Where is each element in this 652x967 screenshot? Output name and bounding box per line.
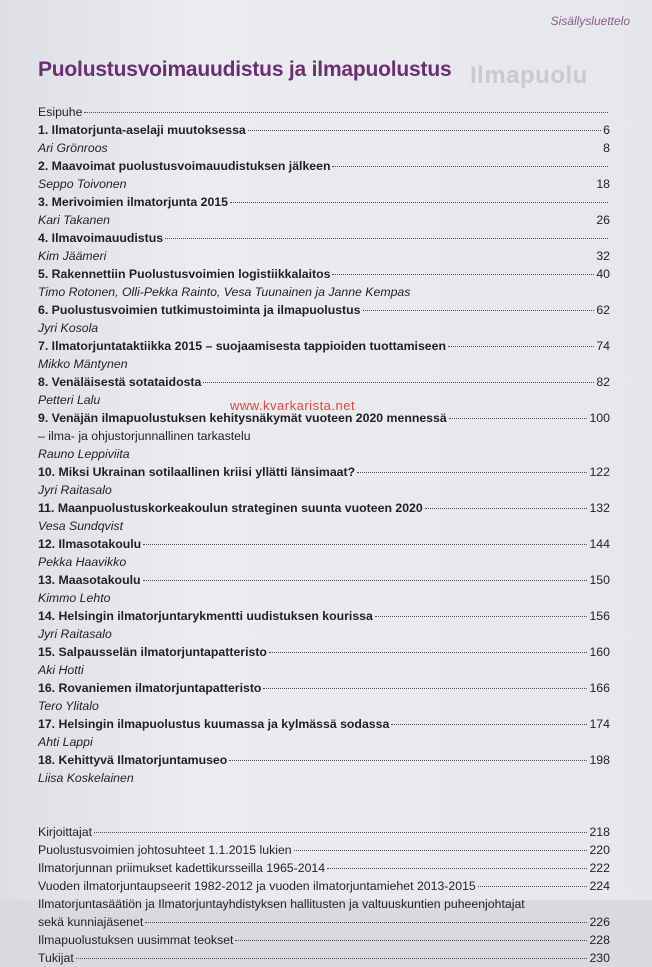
toc-row bbox=[38, 337, 610, 355]
toc-row bbox=[38, 139, 610, 157]
chapter-author: Ari Grönroos bbox=[38, 141, 108, 155]
appendix-label: Ilmatorjuntasäätiön ja Ilmatorjuntayhdistyksen hallitusten ja valtuuskuntien puheenjohtajat bbox=[38, 897, 525, 911]
toc-label: 9. Venäjän ilmapuolustuksen kehitysnäkymät vuoteen 2020 mennessä bbox=[38, 411, 447, 425]
toc-page: 156 bbox=[589, 609, 610, 623]
chapter-author: Kim Jäämeri bbox=[38, 249, 107, 263]
leader-dots bbox=[332, 166, 608, 167]
leader-dots bbox=[391, 724, 587, 725]
toc-row bbox=[38, 373, 610, 391]
toc-page: 160 bbox=[589, 645, 610, 659]
leader-dots bbox=[357, 472, 587, 473]
toc-row-preface bbox=[38, 103, 610, 121]
toc-page: 82 bbox=[596, 375, 610, 389]
toc-page: 226 bbox=[589, 915, 610, 929]
leader-dots bbox=[229, 760, 587, 761]
toc-page: 220 bbox=[589, 843, 610, 857]
toc-label: Esipuhe bbox=[38, 105, 83, 119]
toc-label: 17. Helsingin ilmapuolustus kuumassa ja kylmässä sodassa bbox=[38, 717, 390, 731]
toc-label: 3. Merivoimien ilmatorjunta 2015 bbox=[38, 195, 228, 209]
leader-dots bbox=[294, 850, 588, 851]
toc-page: 62 bbox=[596, 303, 610, 317]
chapter-author: Tero Ylitalo bbox=[38, 699, 99, 713]
toc-page: 26 bbox=[596, 213, 610, 227]
toc-label: Ilmapuolustuksen uusimmat teokset bbox=[38, 933, 234, 947]
chapter-author: Mikko Mäntynen bbox=[38, 357, 128, 371]
table-of-contents bbox=[38, 103, 610, 967]
leader-dots bbox=[143, 580, 588, 581]
toc-label: sekä kunniajäsenet bbox=[38, 915, 144, 929]
toc-page: 150 bbox=[589, 573, 610, 587]
chapter-author: Rauno Leppiviita bbox=[38, 447, 130, 461]
toc-page: 228 bbox=[589, 933, 610, 947]
toc-label: 11. Maanpuolustuskorkeakoulun strateginen suunta vuoteen 2020 bbox=[38, 501, 423, 515]
toc-label: 10. Miksi Ukrainan sotilaallinen kriisi yllätti länsimaat? bbox=[38, 465, 356, 479]
chapter-author: Kimmo Lehto bbox=[38, 591, 111, 605]
leader-dots bbox=[248, 130, 601, 131]
toc-label: 13. Maasotakoulu bbox=[38, 573, 141, 587]
chapter-author: Pekka Haavikko bbox=[38, 555, 127, 569]
toc-row bbox=[38, 859, 610, 877]
toc-page: 166 bbox=[589, 681, 610, 695]
toc-label: 1. Ilmatorjunta-aselaji muutoksessa bbox=[38, 123, 246, 137]
spacer bbox=[38, 787, 610, 805]
chapter-author: Seppo Toivonen bbox=[38, 177, 127, 191]
toc-page: 174 bbox=[589, 717, 610, 731]
toc-row bbox=[38, 211, 610, 229]
leader-dots bbox=[145, 922, 587, 923]
chapter-subtitle: – ilma- ja ohjustorjunnallinen tarkastelu bbox=[38, 429, 251, 443]
leader-dots bbox=[478, 886, 588, 887]
toc-row bbox=[38, 643, 610, 661]
toc-row bbox=[38, 229, 610, 247]
ghost-text: Ilmapuolu bbox=[470, 62, 588, 89]
toc-row bbox=[38, 715, 610, 733]
toc-label: 12. Ilmasotakoulu bbox=[38, 537, 142, 551]
toc-row bbox=[38, 265, 610, 283]
leader-dots bbox=[327, 868, 587, 869]
toc-row bbox=[38, 535, 610, 553]
toc-label: Kirjoittajat bbox=[38, 825, 92, 839]
toc-page: 132 bbox=[589, 501, 610, 515]
toc-row bbox=[38, 571, 610, 589]
chapter-author: Timo Rotonen, Olli-Pekka Rainto, Vesa Tuunainen ja Janne Kempas bbox=[38, 285, 411, 299]
toc-label: 7. Ilmatorjuntataktiikka 2015 – suojaamisesta tappioiden tuottamiseen bbox=[38, 339, 446, 353]
chapter-author: Kari Takanen bbox=[38, 213, 111, 227]
toc-label: 5. Rakennettiin Puolustusvoimien logistiikkalaitos bbox=[38, 267, 331, 281]
toc-page: 40 bbox=[596, 267, 610, 281]
leader-dots bbox=[375, 616, 588, 617]
toc-label: Ilmatorjunnan priimukset kadettikursseilla 1965-2014 bbox=[38, 861, 326, 875]
toc-page: 18 bbox=[596, 177, 610, 191]
chapter-author: Jyri Raitasalo bbox=[38, 483, 112, 497]
toc-label: 8. Venäläisestä sotataidosta bbox=[38, 375, 202, 389]
leader-dots bbox=[269, 652, 588, 653]
toc-page: 230 bbox=[589, 951, 610, 965]
toc-page: 222 bbox=[589, 861, 610, 875]
spacer bbox=[38, 805, 610, 823]
leader-dots bbox=[332, 274, 594, 275]
chapter-author: Jyri Kosola bbox=[38, 321, 99, 335]
toc-label: 18. Kehittyvä Ilmatorjuntamuseo bbox=[38, 753, 228, 767]
toc-row bbox=[38, 247, 610, 265]
toc-page: 218 bbox=[589, 825, 610, 839]
toc-row bbox=[38, 121, 610, 139]
toc-row bbox=[38, 913, 610, 931]
toc-label: 14. Helsingin ilmatorjuntarykmentti uudistuksen kourissa bbox=[38, 609, 373, 623]
section-header: Sisällysluettelo bbox=[550, 14, 630, 28]
leader-dots bbox=[230, 202, 608, 203]
leader-dots bbox=[425, 508, 588, 509]
toc-row bbox=[38, 931, 610, 949]
toc-label: Puolustusvoimien johtosuhteet 1.1.2015 lukien bbox=[38, 843, 292, 857]
chapter-author: Jyri Raitasalo bbox=[38, 627, 112, 641]
toc-label: 16. Rovaniemen ilmatorjuntapatteristo bbox=[38, 681, 262, 695]
chapter-list bbox=[38, 121, 610, 787]
toc-label: 2. Maavoimat puolustusvoimauudistuksen jälkeen bbox=[38, 159, 331, 173]
toc-row bbox=[38, 823, 610, 841]
chapter-author: Aki Hotti bbox=[38, 663, 84, 677]
leader-dots bbox=[263, 688, 587, 689]
chapter-author: Vesa Sundqvist bbox=[38, 519, 123, 533]
toc-page: 122 bbox=[589, 465, 610, 479]
leader-dots bbox=[94, 832, 587, 833]
toc-label: 4. Ilmavoimauudistus bbox=[38, 231, 164, 245]
leader-dots bbox=[76, 958, 588, 959]
chapter-author: Petteri Lalu bbox=[38, 393, 101, 407]
toc-page: 198 bbox=[589, 753, 610, 767]
toc-row bbox=[38, 751, 610, 769]
toc-row bbox=[38, 301, 610, 319]
toc-label: Tukijat bbox=[38, 951, 74, 965]
leader-dots bbox=[363, 310, 595, 311]
leader-dots bbox=[235, 940, 587, 941]
appendix-list bbox=[38, 823, 610, 967]
watermark: www.kvarkarista.net bbox=[230, 398, 356, 413]
toc-page: 6 bbox=[603, 123, 610, 137]
leader-dots bbox=[203, 382, 594, 383]
toc-label: 6. Puolustusvoimien tutkimustoiminta ja ilmapuolustus bbox=[38, 303, 361, 317]
toc-page: 74 bbox=[596, 339, 610, 353]
toc-page: 144 bbox=[589, 537, 610, 551]
toc-row bbox=[38, 841, 610, 859]
toc-page: 224 bbox=[589, 879, 610, 893]
leader-dots bbox=[449, 418, 588, 419]
toc-row bbox=[38, 877, 610, 895]
toc-label: 15. Salpausselän ilmatorjuntapatteristo bbox=[38, 645, 267, 659]
toc-row bbox=[38, 949, 610, 967]
chapter-author: Liisa Koskelainen bbox=[38, 771, 134, 785]
toc-row bbox=[38, 499, 610, 517]
toc-row bbox=[38, 157, 610, 175]
chapter-author: Ahti Lappi bbox=[38, 735, 93, 749]
leader-dots bbox=[448, 346, 594, 347]
toc-label: Vuoden ilmatorjuntaupseerit 1982-2012 ja vuoden ilmatorjuntamiehet 2013-2015 bbox=[38, 879, 476, 893]
toc-row bbox=[38, 463, 610, 481]
toc-page: 8 bbox=[603, 141, 610, 155]
toc-page: 100 bbox=[589, 411, 610, 425]
leader-dots bbox=[84, 112, 608, 113]
toc-row bbox=[38, 607, 610, 625]
toc-row bbox=[38, 679, 610, 697]
toc-row bbox=[38, 193, 610, 211]
toc-row bbox=[38, 175, 610, 193]
page-title: Puolustusvoimauudistus ja ilmapuolustus bbox=[38, 58, 452, 81]
leader-dots bbox=[143, 544, 587, 545]
leader-dots bbox=[165, 238, 608, 239]
toc-page: 32 bbox=[596, 249, 610, 263]
